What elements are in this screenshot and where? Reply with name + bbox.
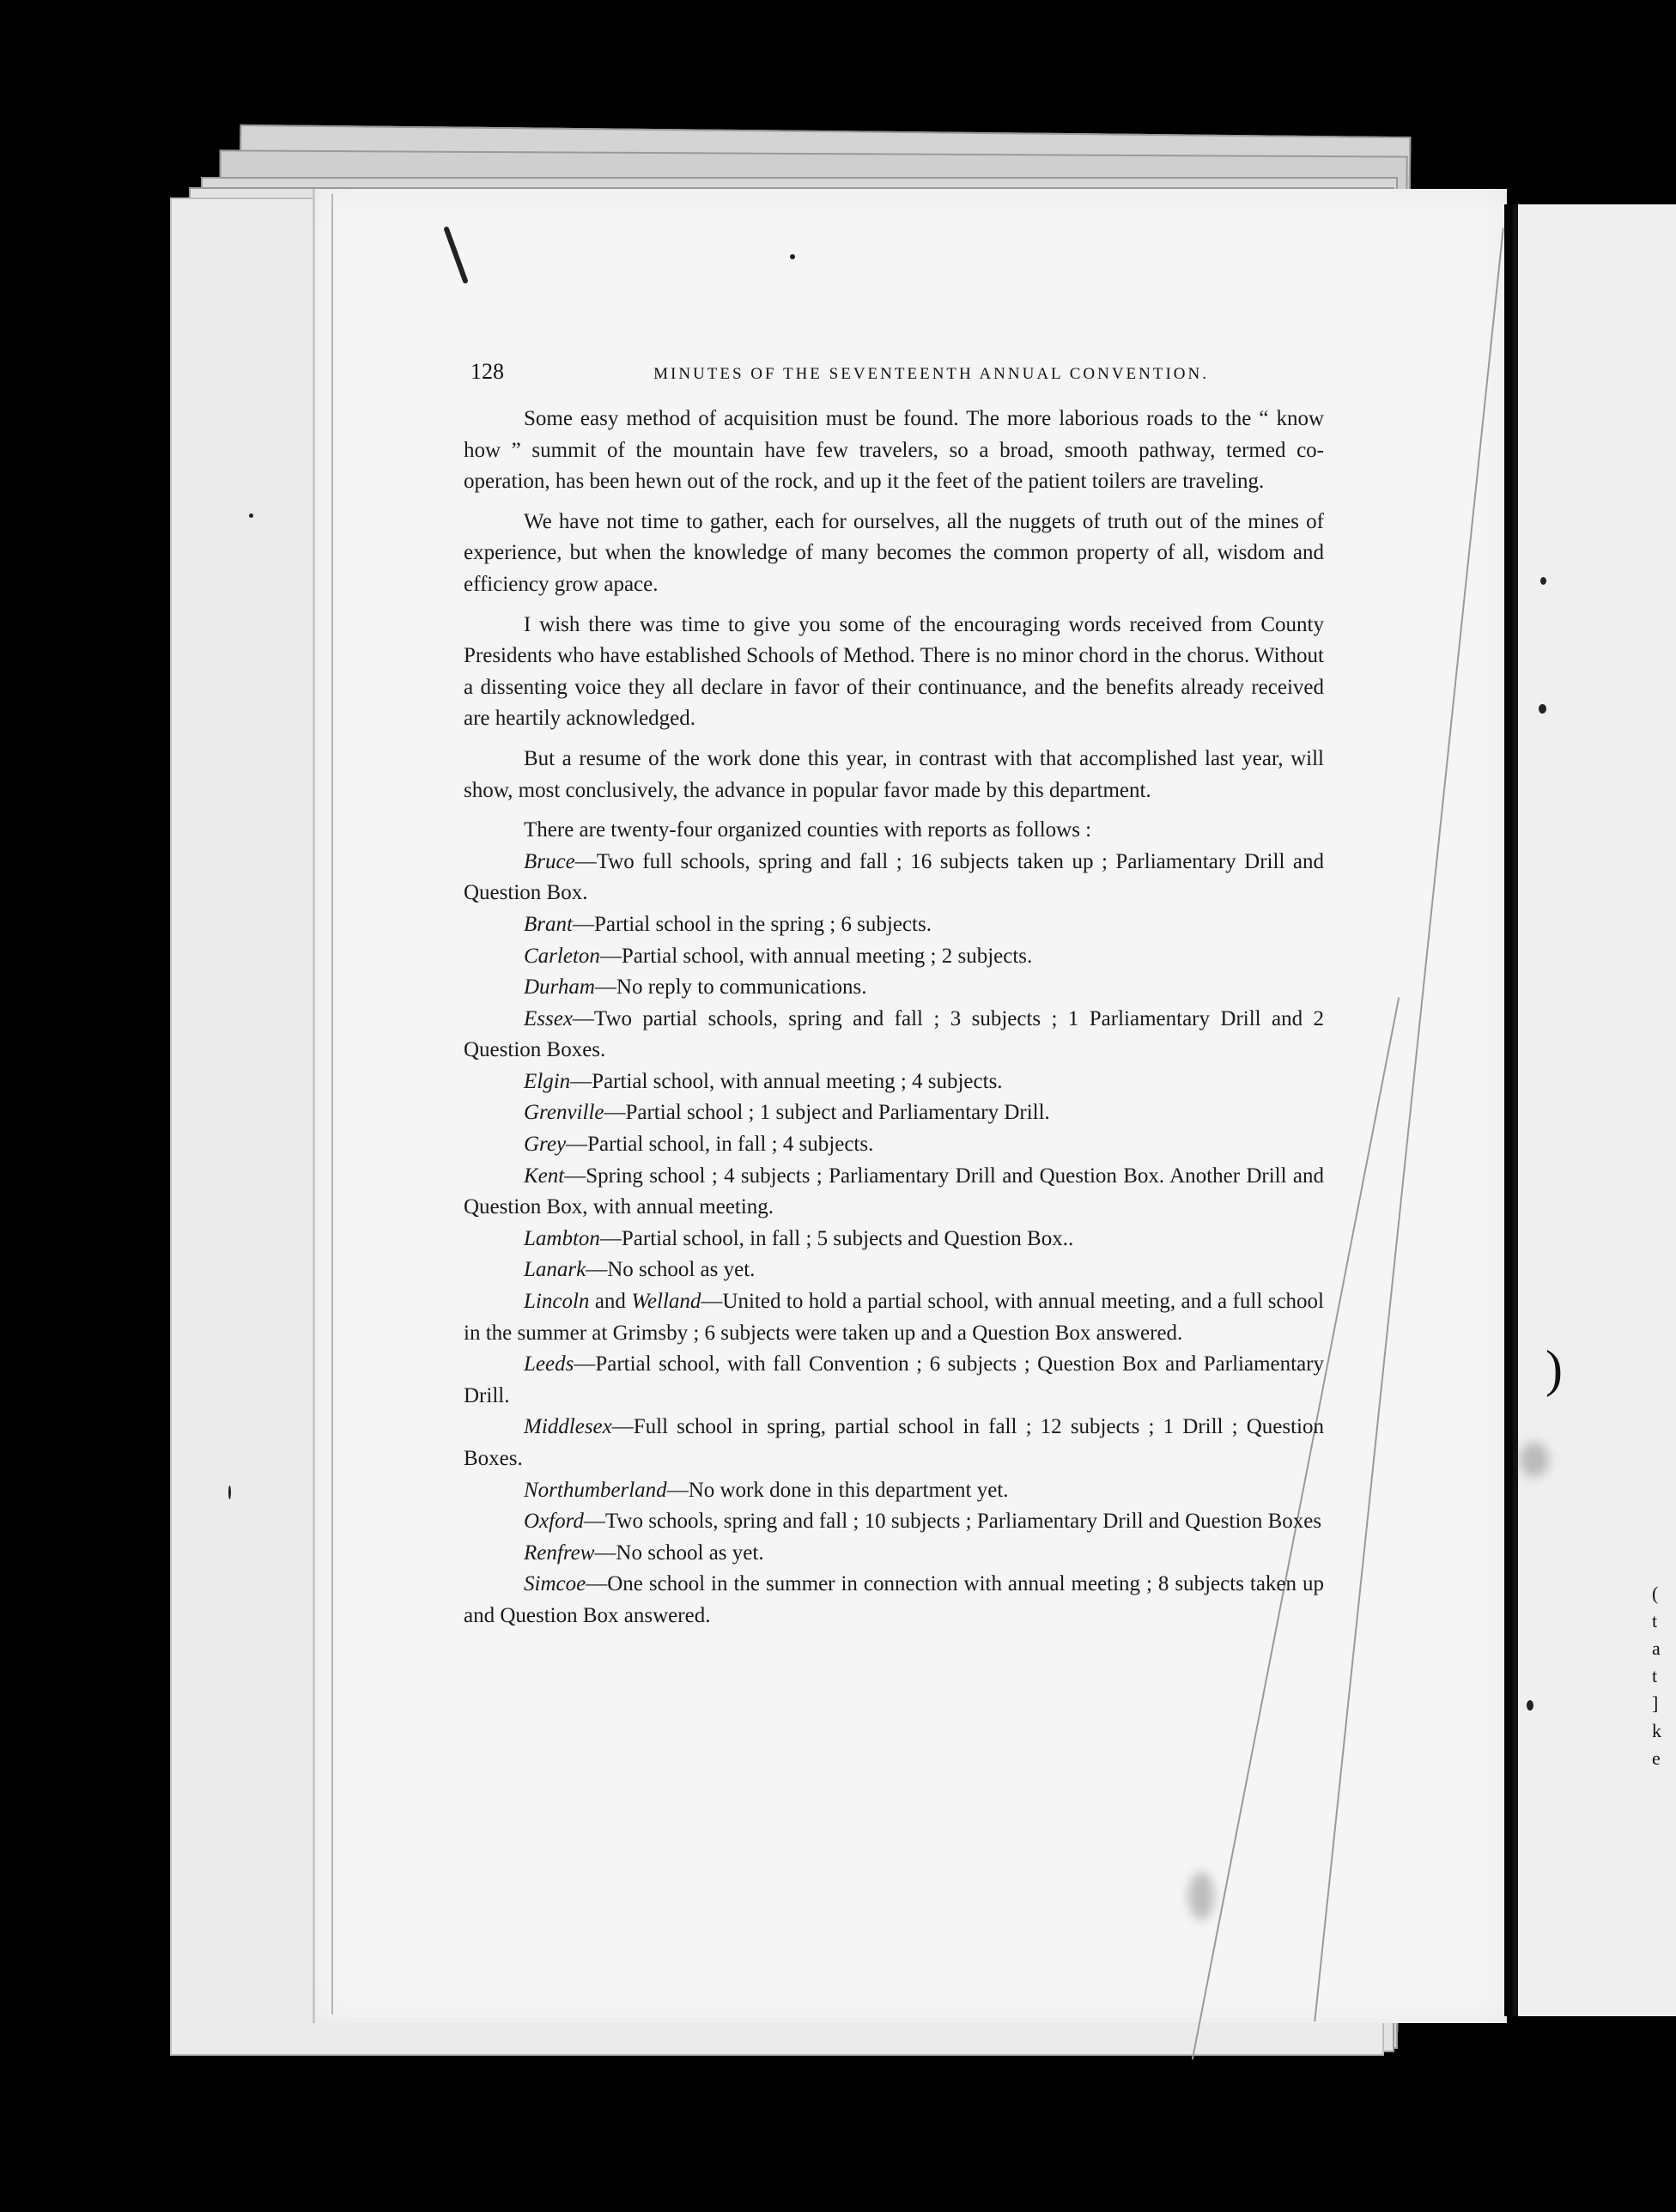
county-report: —No school as yet. [594, 1540, 764, 1565]
page-border-line [331, 194, 333, 2014]
county-report: —Partial school ; 1 subject and Parliamentary Drill. [604, 1101, 1050, 1125]
facing-page-char: ( [1652, 1583, 1659, 1604]
county-name: Welland [631, 1290, 701, 1314]
county-name: Northumberland [524, 1478, 667, 1502]
running-head: MINUTES OF THE SEVENTEENTH ANNUAL CONVENTION. [653, 365, 1209, 383]
county-entry [464, 1538, 1324, 1570]
county-report: —No work done in this department yet. [666, 1478, 1009, 1502]
county-report: —Spring school ; 4 subjects ; Parliamentary Drill and Question Box. Another Drill and Question Box, with annual meeting. [464, 1164, 1324, 1219]
facing-page-char: a [1652, 1638, 1661, 1659]
county-name: Lambton [524, 1226, 600, 1250]
county-report: —Two partial schools, spring and fall ; 3 subjects ; 1 Parliamentary Drill and 2 Question Boxes. [464, 1006, 1324, 1062]
scan-speck [249, 514, 253, 518]
facing-page-char: t [1652, 1665, 1658, 1686]
county-entry [464, 1569, 1324, 1632]
county-name: Elgin [524, 1069, 571, 1093]
county-report: —United to hold a partial school, with annual meeting, and a full school in the summer at Grimsby ; 6 subjects were taken up and a Question Box answered. [464, 1290, 1324, 1345]
county-entry [464, 972, 1324, 1004]
county-entry [464, 1004, 1324, 1066]
county-name: Leeds [524, 1352, 574, 1376]
county-report: —Partial school, in fall ; 5 subjects and Question Box.. [599, 1226, 1074, 1250]
county-report: —No school as yet. [586, 1258, 756, 1282]
page-body [464, 404, 1324, 1632]
scan-speck [228, 1486, 231, 1499]
county-name: Simcoe [524, 1572, 586, 1596]
county-report: —Partial school, with fall Convention ; 6 subjects ; Question Box and Parliamentary Drill. [464, 1352, 1324, 1407]
scan-smudge [1188, 1872, 1214, 1920]
county-report: —Partial school, with annual meeting ; 4 subjects. [570, 1069, 1003, 1093]
county-entry [464, 1224, 1324, 1255]
county-name: Grenville [524, 1101, 604, 1125]
page-number: 128 [471, 359, 504, 384]
county-name: Kent [524, 1164, 565, 1188]
county-joiner: and [589, 1290, 632, 1314]
scan-speck [790, 254, 795, 259]
county-report: —Partial school, in fall ; 4 subjects. [566, 1133, 874, 1157]
scan-speck [1540, 577, 1546, 585]
facing-page-char: k [1652, 1720, 1661, 1741]
county-entry [464, 1066, 1324, 1098]
county-name: Lincoln [524, 1290, 590, 1314]
facing-page-char: e [1652, 1747, 1661, 1769]
county-entry [464, 1349, 1324, 1412]
county-report: —One school in the summer in connection with annual meeting ; 8 subjects taken up and Question Box answered. [464, 1572, 1324, 1627]
county-report-list [464, 847, 1324, 1632]
county-report: —Two full schools, spring and fall ; 16 subjects taken up ; Parliamentary Drill and Question Box. [464, 849, 1324, 905]
paragraph: I wish there was time to give you some of the encouraging words received from County Presidents who have established Schools of Method. There is no minor chord in the chorus. Without a dissenting voice they all declare in favor of their continuance, and the benefits already received are heartily acknowledged. [464, 612, 1324, 731]
county-name: Carleton [524, 944, 600, 968]
facing-page-char: t [1652, 1610, 1658, 1632]
paragraph: Some easy method of acquisition must be found. The more laborious roads to the “ know how ” summit of the mountain have few travelers, so a broad, smooth pathway, termed co-operation, has been hewn out of the rock, and up it the feet of the patient toilers are traveling. [464, 407, 1324, 494]
county-entry [464, 1475, 1324, 1507]
county-report: —Partial school in the spring ; 6 subjects. [572, 912, 932, 936]
county-entry [464, 941, 1324, 973]
paragraph: But a resume of the work done this year, in contrast with that accomplished last year, will show, most conclusively, the advance in popular favor made by this department. [464, 746, 1324, 802]
county-name: Oxford [524, 1510, 584, 1534]
county-entry [464, 909, 1324, 941]
county-entry [464, 1286, 1324, 1349]
county-name: Brant [524, 912, 573, 936]
county-entry [464, 1255, 1324, 1286]
facing-page-char: ] [1652, 1692, 1659, 1714]
county-report: —Partial school, with annual meeting ; 2 subjects. [599, 944, 1033, 968]
county-entry [464, 1506, 1324, 1538]
facing-page-text-fragments [1652, 1580, 1676, 1772]
county-report: —Full school in spring, partial school in fall ; 12 subjects ; 1 Drill ; Question Boxes. [464, 1415, 1324, 1470]
county-entry [464, 1129, 1324, 1161]
county-name: Bruce [524, 849, 575, 873]
scan-speck [1539, 704, 1546, 714]
county-name: Middlesex [524, 1415, 612, 1439]
county-name: Durham [524, 975, 595, 1000]
county-name: Grey [524, 1133, 567, 1157]
paragraph: There are twenty-four organized counties with reports as follows : [524, 818, 1092, 842]
scan-smudge [1520, 1443, 1549, 1477]
county-entry [464, 847, 1324, 909]
book-spine [1504, 204, 1513, 2016]
county-report: —Two schools, spring and fall ; 10 subjects ; Parliamentary Drill and Question Boxes [583, 1510, 1322, 1534]
facing-page-mark: ) [1545, 1340, 1563, 1397]
county-report: —No reply to communications. [594, 975, 867, 1000]
scan-speck [1527, 1700, 1533, 1711]
page-header [471, 359, 1209, 390]
county-entry [464, 1161, 1324, 1224]
paragraph: We have not time to gather, each for ourselves, all the nuggets of truth out of the mines of experience, but when the knowledge of many becomes the common property of all, wisdom and efficiency grow apace. [464, 509, 1324, 596]
county-name: Renfrew [524, 1540, 595, 1565]
county-entry [464, 1412, 1324, 1474]
county-name: Essex [524, 1006, 573, 1030]
county-name: Lanark [524, 1258, 586, 1282]
county-entry [464, 1097, 1324, 1129]
